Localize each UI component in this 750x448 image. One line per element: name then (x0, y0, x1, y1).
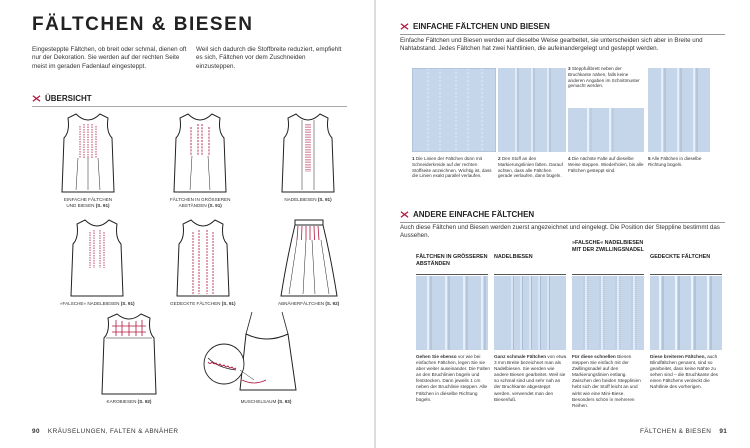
section1-heading-label: EINFACHE FÄLTCHEN UND BIESEN (413, 22, 550, 31)
column-title-4: GEDECKTE FÄLTCHEN (650, 254, 711, 260)
garment-caption: FÄLTCHEN IN GRÖSSEREN ABSTÄNDEN (S. 91) (170, 197, 231, 208)
garment-nadelbiesen (280, 112, 336, 203)
garment-caption: GEDECKTE FÄLTCHEN (S. 91) (170, 301, 236, 306)
garment-caption: MUSCHELSAUM (S. 93) (240, 399, 292, 404)
book-gutter (374, 0, 376, 448)
step-caption-5: 5 Alle Fältchen in dieselbe Richtung bügeln. (648, 156, 702, 167)
garment-karobiesen (100, 312, 158, 405)
garment-gedeckte-faeltchen (170, 218, 236, 307)
section-divider (400, 222, 725, 223)
step-photo-4 (568, 108, 644, 152)
section2-heading-label: ANDERE EINFACHE FÄLTCHEN (413, 210, 535, 219)
column-photo-4 (650, 276, 722, 350)
column-rule (416, 274, 488, 275)
step-photo-5 (648, 68, 710, 152)
garment-caption: NADELBIESEN (S. 91) (284, 197, 332, 202)
garment-abnaeherfaeltchen (278, 218, 339, 307)
garment-illustration (279, 218, 339, 298)
page-number: 91 (719, 428, 728, 435)
section-divider (400, 34, 725, 35)
garment-einfache-faeltchen (60, 112, 116, 209)
step-photo-2 (498, 68, 566, 152)
column-text-2: Ganz schmale Fältchen von etwa 3 mm Breite bezeichnet man als Nadelbiesen. Sie werden wie andere Biesen gearbeitet. Weil sie so schmal sind und sehr nah an der Bruchkante abgesteppt werden, verwendet man den Biesenfuß. (494, 354, 567, 402)
step-photo-1 (412, 68, 496, 152)
step-caption-2: 2 Den Stoff an den Markierungslinien falten. Darauf achten, dass alle Fältchen gerade verlaufen, dann bügeln. (498, 156, 563, 179)
column-title-3: »FALSCHE« NADELBIESEN MIT DER ZWILLINGSNADEL (572, 240, 644, 253)
garment-illustration (280, 112, 336, 194)
section-divider (32, 106, 347, 107)
step-caption-1: 1 Die Linien der Fältchen dünn mit Schneiderkreide auf der rechten Stoffseite anzeichnen. Wichtig ist, dass die Linien exakt parallel verlaufen. (412, 156, 492, 179)
page-title: FÄLTCHEN & BIESEN (32, 14, 254, 35)
garment-illustration (60, 112, 116, 194)
scissors-icon (400, 210, 409, 219)
column-text-3: Für diese schnellen Biesen steppen Sie einfach mit der Zwillingsnadel auf den Markierungslinien entlang. Zwischen den beiden Stepplinien hebt sich der Stoff leicht an und wirkt wie eine Mini-Biese. Besonders schön in mehreren Reihen. (572, 354, 641, 408)
garment-illustration (69, 218, 125, 298)
column-title-1: FÄLTCHEN IN GRÖSSEREN ABSTÄNDEN (416, 254, 488, 267)
column-rule (650, 274, 722, 275)
section1-text: Einfache Fältchen und Biesen werden auf dieselbe Weise gearbeitet, sie unterscheiden sich aber in Breite und Nahtabstand. Jedes Fältchen hat zwei Nahtlinien, die aufeinandergelegt und gesteppt werden. (400, 37, 703, 53)
step-caption-4: 4 Die nächste Falte auf dieselbe Weise steppen. Wiederholen, bis alle Fältchen gesteppt sind. (568, 156, 644, 173)
footer-left (32, 428, 178, 435)
step-caption-3: 3 Steppfußbrett neben der Bruchkante nähen, falls keine anderen Angaben im Schnittmuster gemacht werden. (568, 66, 640, 89)
section2-text: Auch diese Fältchen und Biesen werden zuerst angezeichnet und eingelegt. Die Position der Steppline bestimmt das Aussehen. (400, 224, 720, 240)
column-photo-3 (572, 276, 644, 350)
column-photo-1 (416, 276, 488, 350)
garment-falsche-nadelbiesen (60, 218, 135, 307)
overview-heading (32, 94, 347, 103)
column-photo-2 (494, 276, 566, 350)
garment-illustration (175, 218, 231, 298)
page-number: 90 (32, 428, 40, 435)
running-footer: FÄLTCHEN & BIESEN (640, 428, 712, 435)
garment-illustration (172, 112, 228, 194)
column-rule (572, 274, 644, 275)
section2-heading (400, 210, 534, 219)
garment-illustration (196, 310, 306, 396)
intro-text-col1: Eingesteppte Fältchen, ob breit oder schmal, dienen oft nur der Dekoration. Sie werden auf der rechten Seite meist im geraden Fadenlauf eingesteppt. (32, 46, 187, 70)
column-rule (494, 274, 566, 275)
scissors-icon (400, 22, 409, 31)
running-footer: KRÄUSELUNGEN, FALTEN & ABNÄHER (47, 428, 179, 435)
garment-caption: »FALSCHE« NADELBIESEN (S. 91) (60, 301, 135, 306)
footer-right (640, 428, 727, 435)
garment-caption: KAROBIESEN (S. 92) (106, 399, 152, 404)
scissors-icon (32, 94, 41, 103)
column-title-2: NADELBIESEN (494, 254, 533, 260)
garment-illustration (100, 312, 158, 396)
column-text-1: Gehen Sie ebenso vor wie bei einfachen Fältchen, legen Sie sie aber weiter auseinander. Die Falten an den Bruchlinien bügeln und feststecken. Dann jeweils 1 cm neben der Bruchlinie steppen. Alle Fältchen in dieselbe Richtung bügeln. (416, 354, 491, 402)
overview-heading-label: ÜBERSICHT (45, 94, 92, 103)
garment-caption: EINFACHE FÄLTCHEN UND BIESEN (S. 91) (63, 197, 113, 208)
garment-muschelsaum (196, 310, 306, 405)
intro-text-col2: Weil sich dadurch die Stoffbreite reduziert, empfiehlt es sich, Fältchen vor dem Zuschneiden einzusteppen. (196, 46, 342, 70)
column-text-4: Diese breiteren Fältchen, auch Blindfältchen genannt, sind so gearbeitet, dass keine Nähte zu sehen sind – die Bruchkante des einen Fältchens verdeckt die Nahtlinie des vorherigen. (650, 354, 719, 390)
section1-heading (400, 22, 550, 31)
garment-caption: ABNÄHERFÄLTCHEN (S. 92) (278, 301, 340, 306)
garment-faeltchen-groesser (170, 112, 230, 209)
